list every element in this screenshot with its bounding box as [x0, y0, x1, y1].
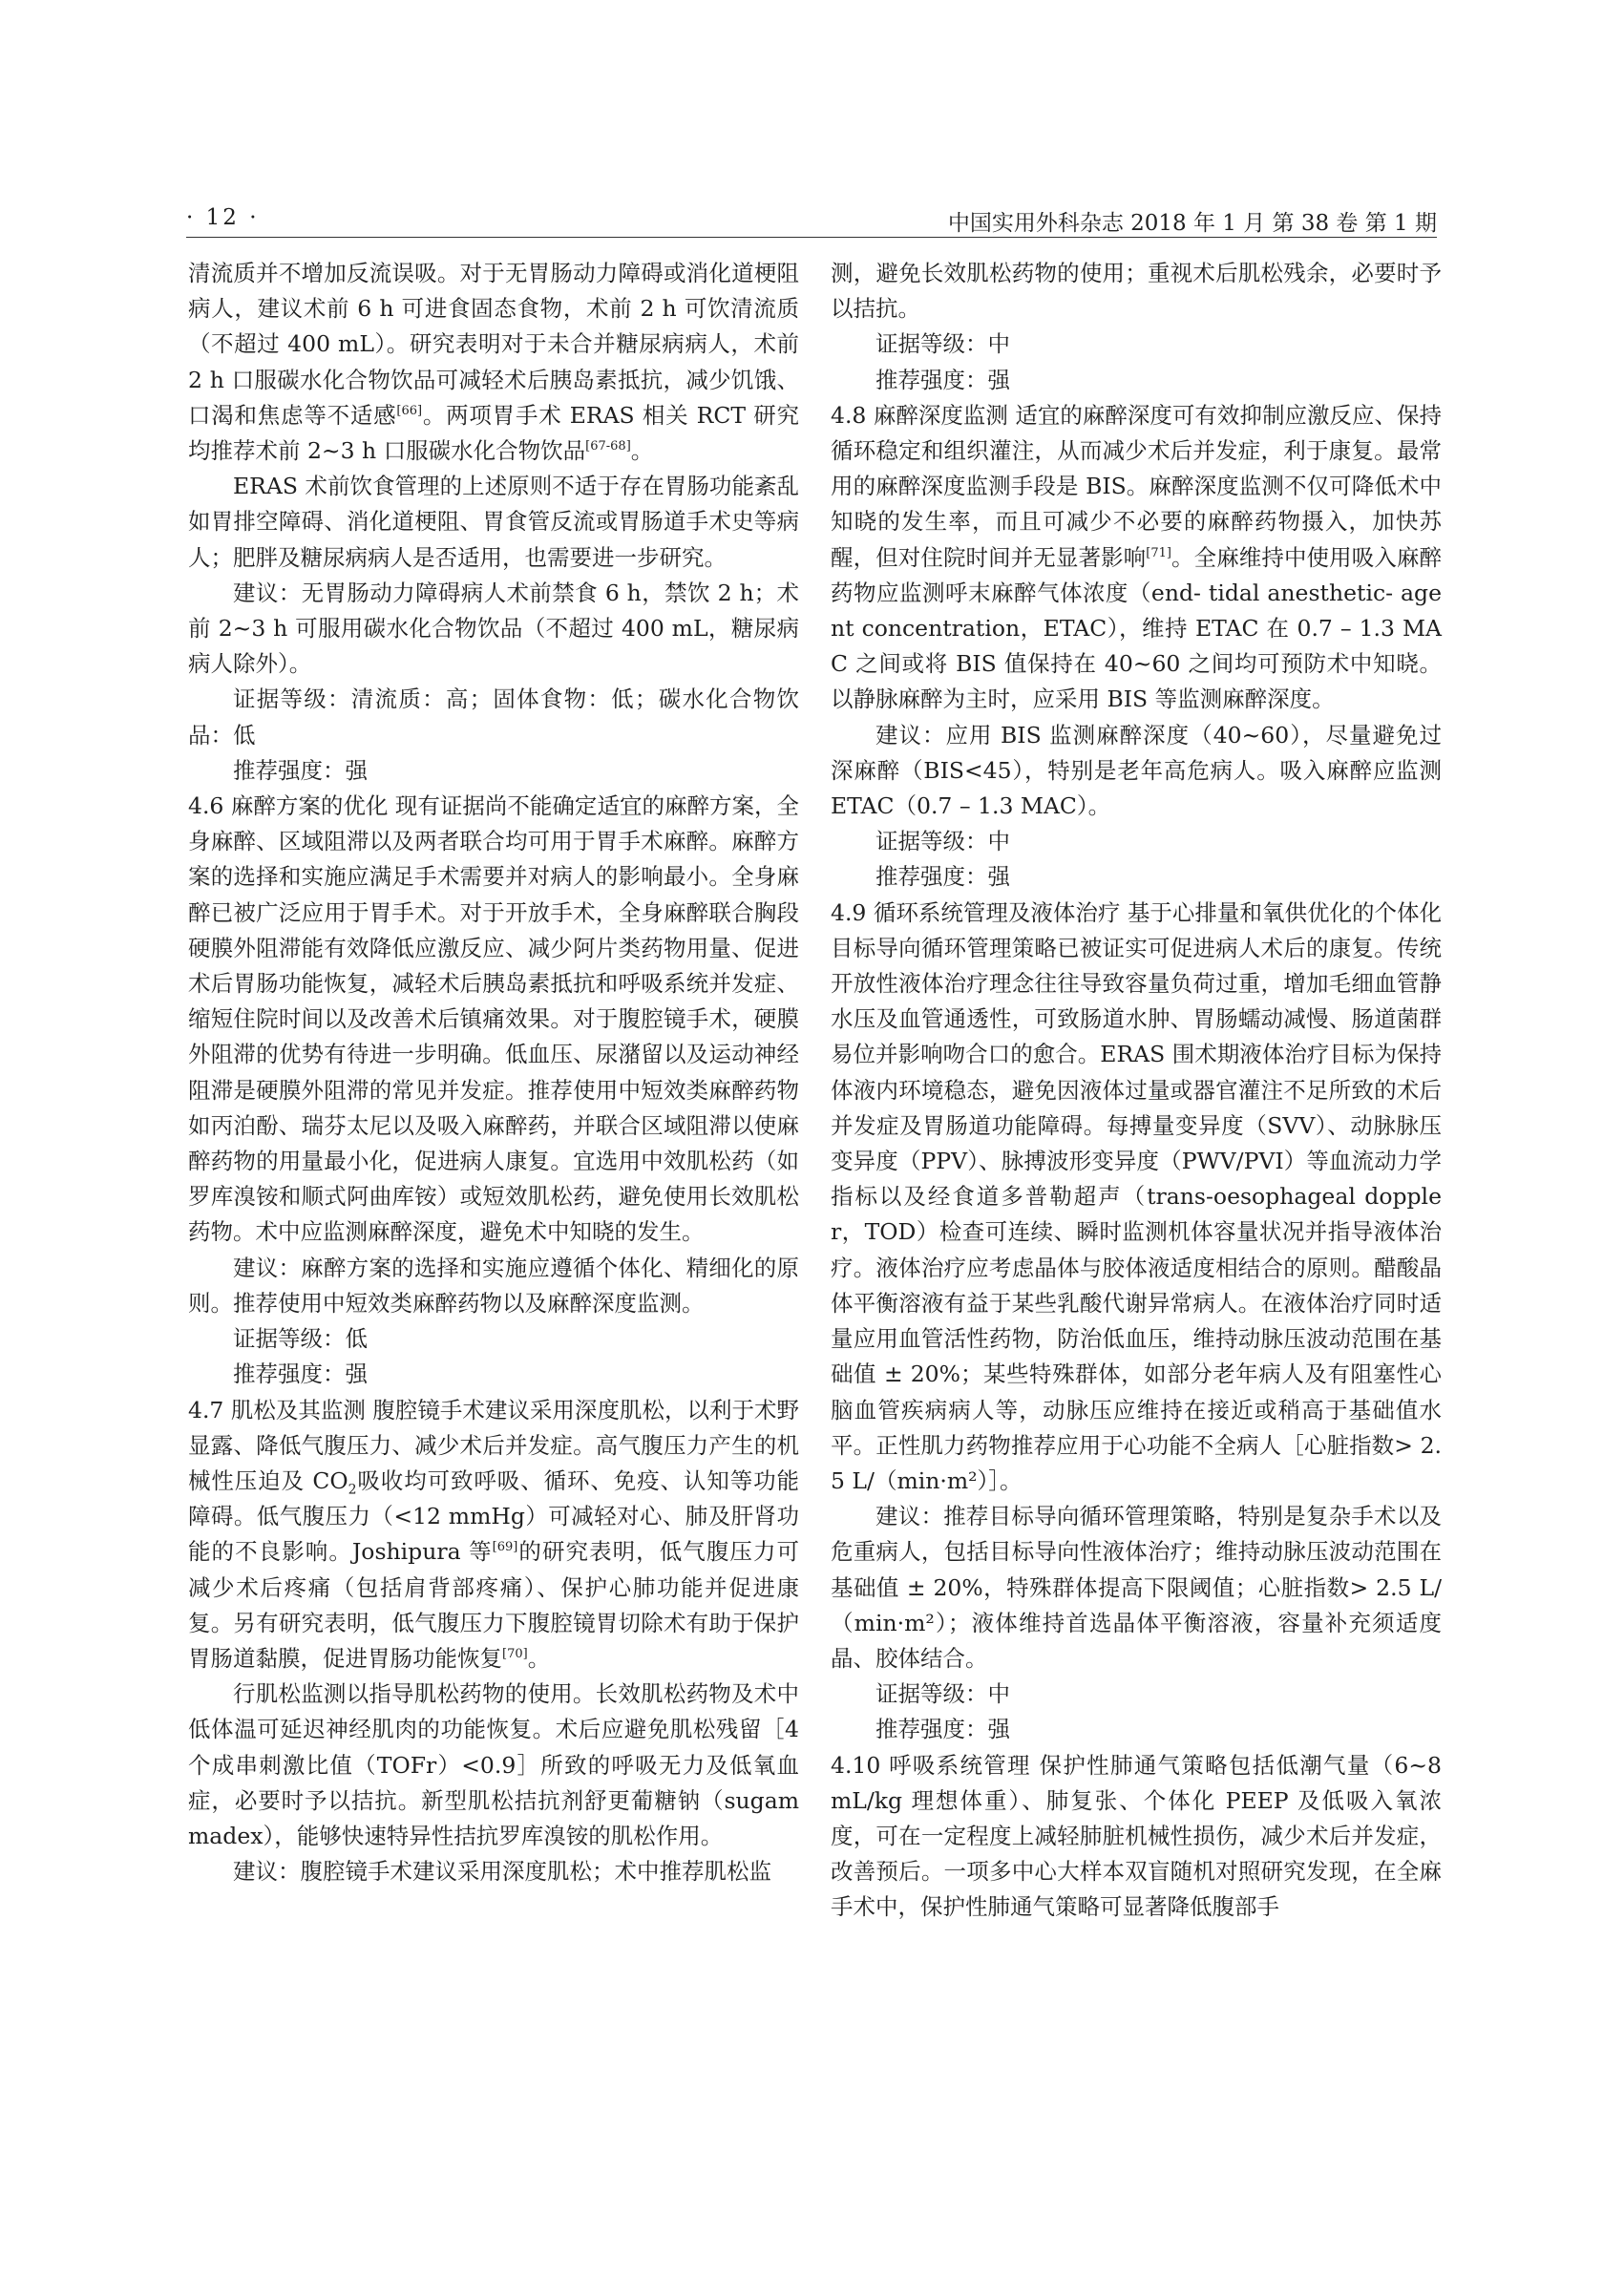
section-4-6: 4.6 麻醉方案的优化 现有证据尚不能确定适宜的麻醉方案，全身麻醉、区域阻滞以及两者联合均可用于胃手术麻醉。麻醉方案的选择和实施应满足手术需要并对病人的影响最小。全身麻醉已被广泛应用于胃手术。对于开放手术，全身麻醉联合胸段硬膜外阻滞能有效降低应激反应、减少阿片类药物用量、促进术后胃肠功能恢复，减轻术后胰岛素抵抗和呼吸系统并发症、缩短住院时间以及改善术后镇痛效果。对于腹腔镜手术，硬膜外阻滞的优势有待进一步明确。低血压、尿潴留以及运动神经阻滞是硬膜外阻滞的常见并发症。推荐使用中短效类麻醉药物如丙泊酚、瑞芬太尼以及吸入麻醉药，并联合区域阻滞以使麻醉药物的用量最小化，促进病人康复。宜选用中效肌松药（如罗库溴铵和顺式阿曲库铵）或短效肌松药，避免使用长效肌松药物。术中应监测麻醉深度，避免术中知晓的发生。	[188, 792, 799, 1246]
section-4-10: 4.10 呼吸系统管理 保护性肺通气策略包括低潮气量（6~8 mL/kg 理想体重）、肺复张、个体化 PEEP 及低吸入氧浓度，可在一定程度上减轻肺脏机械性损伤，减少术后并发症，改善预后。一项多中心大样本双盲随机对照研究发现，在全麻手术中，保护性肺通气策略可显著降低腹部手	[831, 1751, 1442, 1921]
section-4-8: 4.8 麻醉深度监测 适宜的麻醉深度可有效抑制应激反应、保持循环稳定和组织灌注，从而减少术后并发症，利于康复。最常用的麻醉深度监测手段是 BIS。麻醉深度监测不仅可降低术中知晓的发生率，而且可减少不必要的麻醉药物摄入，加快苏醒，但对住院时间并无显著影响[71]。全麻维持中使用吸入麻醉药物应监测呼末麻醉气体浓度（end- tidal anesthetic- agent concentration，ETAC），维持 ETAC 在 0.7 – 1.3 MAC 之间或将 BIS 值保持在 40~60 之间均可预防术中知晓。以静脉麻醉为主时，应采用 BIS 等监测麻醉深度。	[831, 401, 1443, 713]
recommendation-strength: 推荐强度：强	[875, 366, 1010, 393]
recommendation-text: 建议：腹腔镜手术建议采用深度肌松；术中推荐肌松监	[233, 1858, 771, 1886]
citation-ref: [70]	[502, 1647, 528, 1662]
evidence-level: 证据等级：中	[875, 330, 1010, 358]
citation-ref: [66]	[396, 403, 423, 418]
evidence-level: 证据等级：中	[875, 828, 1010, 855]
recommendation-strength: 推荐强度：强	[875, 1716, 1010, 1743]
section-4-7: 4.7 肌松及其监测 腹腔镜手术建议采用深度肌松，以利于术野显露、降低气腹压力、减少术后并发症。高气腹压力产生的机械性压迫及 $CO_2$吸收均可致呼吸、循环、免疫、认知等功能障碍。低气腹压力（<12 mmHg）可减轻对心、肺及肝肾功能的不良影响。Joshipura 等[69]的研究表明，低气腹压力可减少术后疼痛（包括肩背部疼痛）、保护心肺功能并促进康复。另有研究表明，低气腹压力下腹腔镜胃切除术有助于保护胃肠道黏膜，促进胃肠功能恢复[70]。	[188, 1396, 800, 1672]
citation-ref: [67-68]	[585, 439, 631, 454]
paragraph: ERAS 术前饮食管理的上述原则不适于存在胃肠功能紊乱如胃排空障碍、消化道梗阻、胃食管反流或胃肠道手术史等病人；肥胖及糖尿病病人是否适用，也需要进一步研究。	[188, 473, 799, 571]
paragraph: 行肌松监测以指导肌松药物的使用。长效肌松药物及术中低体温可延迟神经肌肉的功能恢复。术后应避免肌松残留［4 个成串刺激比值（TOFr）<0.9］所致的呼吸无力及低氧血症，必要时予以拮抗。新型肌松拮抗剂舒更葡糖钠（sugammadex），能够快速特异性拮抗罗库溴铵的肌松作用。	[188, 1680, 799, 1849]
page-header	[186, 205, 1437, 240]
citation-ref: [69]	[492, 1540, 518, 1555]
paragraph: 测，避免长效肌松药物的使用；重视术后肌松残余，必要时予以拮抗。	[831, 260, 1442, 323]
right-column	[831, 256, 1442, 1926]
section-4-9: 4.9 循环系统管理及液体治疗 基于心排量和氧供优化的个体化目标导向循环管理策略已被证实可促进病人术后的康复。传统开放性液体治疗理念往往导致容量负荷过重，增加毛细血管静水压及血管通透性，可致肠道水肿、胃肠蠕动减慢、肠道菌群易位并影响吻合口的愈合。ERAS 围术期液体治疗目标为保持体液内环境稳态，避免因液体过量或器官灌注不足所致的术后并发症及胃肠道功能障碍。每搏量变异度（SVV）、动脉脉压变异度（PPV）、脉搏波形变异度（PWV/PVI）等血流动力学指标以及经食道多普勒超声（trans-oesophageal doppler，TOD）检查可连续、瞬时监测机体容量状况并指导液体治疗。液体治疗应考虑晶体与胶体液适度相结合的原则。醋酸晶体平衡溶液有益于某些乳酸代谢异常病人。在液体治疗同时适量应用血管活性药物，防治低血压，维持动脉压波动范围在基础值 ± 20%；某些特殊群体，如部分老年病人及有阻塞性心脑血管疾病病人等，动脉压应维持在接近或稍高于基础值水平。正性肌力药物推荐应用于心功能不全病人［心脏指数> 2.5 L/（min·m²）］。	[831, 898, 1442, 1494]
recommendation-strength: 推荐强度：强	[233, 1360, 368, 1388]
citation-ref: [71]	[1146, 545, 1171, 560]
evidence-level: 证据等级：清流质：高；固体食物：低；碳水化合物饮品：低	[188, 686, 799, 749]
page-number: · 12 ·	[186, 205, 260, 230]
recommendation-text: 建议：推荐目标导向循环管理策略，特别是复杂手术以及危重病人，包括目标导向性液体治疗；维持动脉压波动范围在基础值 ± 20%，特殊群体提高下限阈值；心脏指数> 2.5 L/（min·m²）；液体维持首选晶体平衡溶液，容量补充须适度晶、胶体结合。	[831, 1503, 1442, 1672]
left-column	[188, 256, 799, 1889]
header-rule	[186, 237, 1437, 238]
recommendation-text: 建议：无胃肠动力障碍病人术前禁食 6 h，禁饮 2 h；术前 2~3 h 可服用碳水化合物饮品（不超过 400 mL，糖尿病病人除外）。	[188, 579, 799, 678]
journal-citation: 中国实用外科杂志 2018 年 1 月 第 38 卷 第 1 期	[947, 211, 1437, 236]
recommendation-text: 建议：麻醉方案的选择和实施应遵循个体化、精细化的原则。推荐使用中短效类麻醉药物以及麻醉深度监测。	[188, 1254, 799, 1317]
recommendation-strength: 推荐强度：强	[233, 756, 368, 784]
paragraph: 清流质并不增加反流误吸。对于无胃肠动力障碍或消化道梗阻病人，建议术前 6 h 可进食固态食物，术前 2 h 可饮清流质（不超过 400 mL）。研究表明对于未合并糖尿病病人，术前 2 h 口服碳水化合物饮品可减轻术后胰岛素抵抗，减少饥饿、口渴和焦虑等不适感[66]。两项胃手术 ERAS 相关 RCT 研究均推荐术前 2~3 h 口服碳水化合物饮品[67-68]。	[188, 260, 800, 465]
recommendation-text: 建议：应用 BIS 监测麻醉深度（40~60），尽量避免过深麻醉（BIS<45），特别是老年高危病人。吸入麻醉应监测 ETAC（0.7 – 1.3 MAC）。	[831, 721, 1442, 820]
evidence-level: 证据等级：中	[875, 1680, 1010, 1708]
evidence-level: 证据等级：低	[233, 1325, 368, 1353]
recommendation-strength: 推荐强度：强	[875, 863, 1010, 891]
